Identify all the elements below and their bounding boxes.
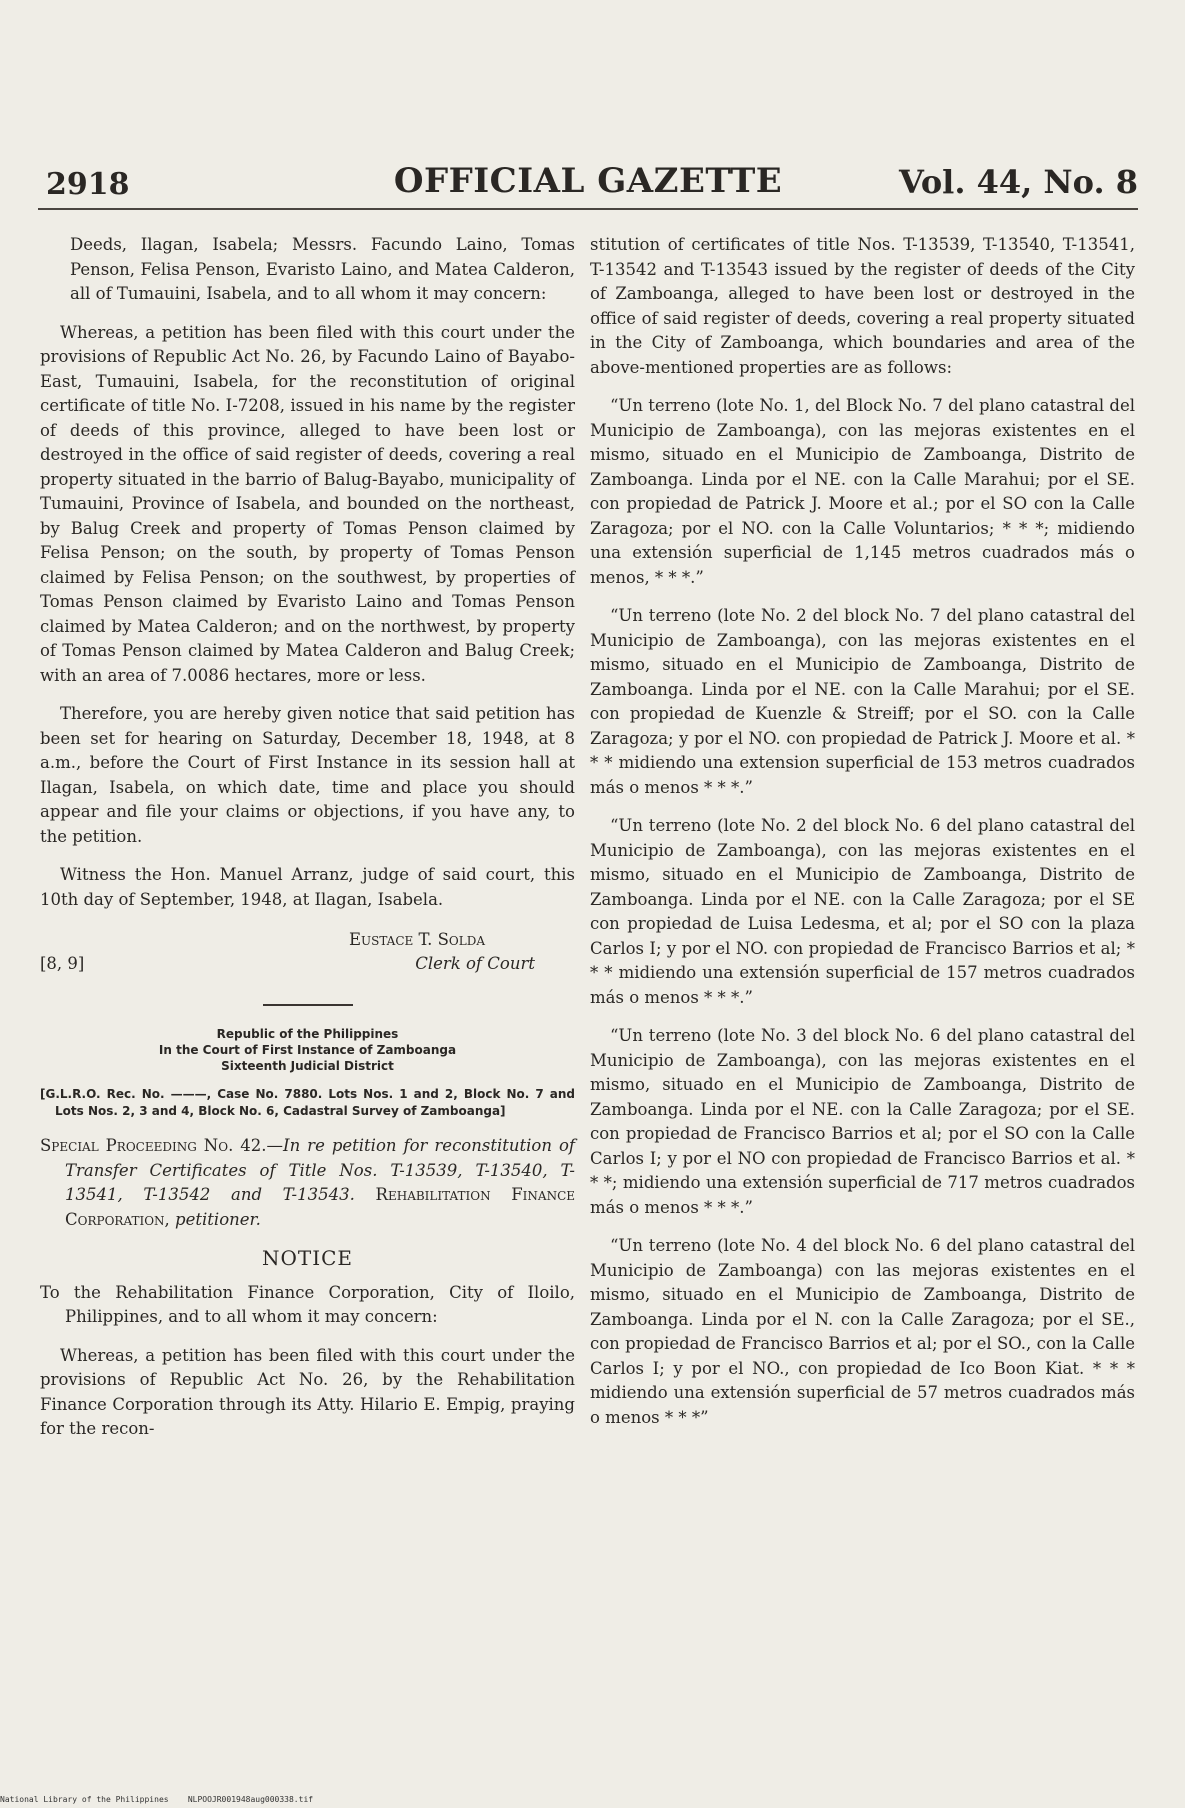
whereas-paragraph: Whereas, a petition has been filed with this court under the provisions of Republic Act No. 26, by Facundo Laino of Bayabo-East, Tumauini, Isabela, for the reconstitution of original certificate of title No. I-7208, issued in his name by the register of deeds of this province, alleged to have been lost or destroyed in the office of said register of deeds, covering a real property situated in the barrio of Balug-Bayabo, municipality of Tumauini, Province of Isabela, and bounded on the northeast, by Balug Creek and property of Tomas Penson claimed by Felisa Penson; on the south, by property of Tomas Penson claimed by Felisa Penson; on the southwest, by properties of Tomas Penson claimed by Evaristo Laino and Tomas Penson claimed by Matea Calderon; and on the northwest, by property of Tomas Penson claimed by Matea Calderon and Balug Creek; with an area of 7.0086 hectares, more or less.	[40, 322, 575, 685]
intro-address: Deeds, Ilagan, Isabela; Messrs. Facundo Laino, Tomas Penson, Felisa Penson, Evaristo Laino, and Matea Calderon, all of Tumauini, Isabela, and to all whom it may concern:	[70, 235, 575, 303]
glro-record: [G.L.R.O. Rec. No. ———, Case No. 7880. Lots Nos. 1 and 2, Block No. 7 and Lots Nos. 2, 3 and 4, Block No. 6, Cadastral Survey of Zamboanga]	[40, 1087, 575, 1118]
header-rule	[38, 208, 1138, 210]
publication-title: OFFICIAL GAZETTE	[393, 161, 783, 201]
addressee: To the Rehabilitation Finance Corporation, City of Iloilo, Philippines, and to all whom it may concern:	[40, 1282, 575, 1326]
issue-reference: [8, 9]	[40, 954, 85, 973]
scan-footer	[0, 1795, 313, 1804]
signature-block	[40, 928, 575, 980]
right-column	[590, 233, 1135, 1430]
volume-issue: Vol. 44, No. 8	[898, 163, 1138, 201]
court-line-3: Sixteenth Judicial District	[221, 1059, 394, 1073]
lot-description-2: “Un terreno (lote No. 2 del block No. 7 del plano catastral del Municipio de Zamboanga), con las mejoras existentes en el mismo, situado en el Municipio de Zamboanga, Distrito de Zamboanga. Linda por el NE. con la Calle Marahui; por el SE. con propiedad de Kuenzle & Streiff; por el SO. con la Calle Zaragoza; y por el NO. con propiedad de Patrick J. Moore et al. * * * midiendo una extension superficial de 153 metros cuadrados más o menos * * *.”	[590, 606, 1135, 797]
left-column	[40, 233, 575, 1442]
special-proceeding	[40, 1134, 575, 1232]
lot-description-4: “Un terreno (lote No. 3 del block No. 6 del plano catastral del Municipio de Zamboanga), con las mejoras existentes en el mismo, situado en el Municipio de Zamboanga, Distrito de Zamboanga. Linda por el NE. con la Calle Zaragoza; por el SE. con propiedad de Francisco Barrios et al; por el SO con la Calle Carlos I; y por el NO con propiedad de Francisco Barrios et al. * * *; midiendo una extensión superficial de 717 metros cuadrados más o menos * * *.”	[590, 1026, 1135, 1217]
footer-file: NLPOOJR001948aug000338.tif	[187, 1795, 314, 1804]
signer-title: Clerk of Court	[415, 954, 535, 973]
court-line-2: In the Court of First Instance of Zamboanga	[158, 1043, 457, 1057]
special-proceeding-label: Special Proceeding No. 42.—	[40, 1136, 284, 1155]
whereas-paragraph-2: Whereas, a petition has been filed with this court under the provisions of Republic Act No. 26, by the Rehabilitation Finance Corporation through its Atty. Hilario E. Empig, praying for the recon-	[40, 1345, 575, 1438]
court-line-1: Republic of the Philippines	[216, 1027, 399, 1041]
signer-name: Eustace T. Solda	[348, 930, 485, 949]
therefore-paragraph: Therefore, you are hereby given notice that said petition has been set for hearing on Saturday, December 18, 1948, at 8 a.m., before the Court of First Instance in its session hall at Ilagan, Isabela, on which date, time and place you should appear and file your claims or objections, if you have any, to the petition.	[40, 704, 575, 846]
petitioner-name: Rehabilitation Finance Corporation,	[65, 1185, 576, 1229]
lot-description-5: “Un terreno (lote No. 4 del block No. 6 del plano catastral del Municipio de Zamboanga) con las mejoras existentes en el mismo, situado en el Municipio de Zamboanga, Distrito de Zamboanga. Linda por el N. con la Calle Zaragoza; por el SE., con propiedad de Francisco Barrios et al; por el SO., con la Calle Carlos I; y por el NO., con propiedad de Ico Boon Kiat. * * * midiendo una extensión superficial de 57 metros cuadrados más o menos * * *”	[590, 1236, 1135, 1427]
page-header	[38, 157, 1138, 207]
lot-description-3: “Un terreno (lote No. 2 del block No. 6 del plano catastral del Municipio de Zamboanga), con las mejoras existentes en el mismo, situado en el Municipio de Zamboanga, Distrito de Zamboanga. Linda por el NE. con la Calle Zaragoza; por el SE con propiedad de Luisa Ledesma, et al; por el SO con la plaza Carlos I; y por el NO. con propiedad de Francisco Barrios et al; * * * midiendo una extensión superficial de 157 metros cuadrados más o menos * * *.”	[590, 816, 1135, 1007]
continuation-paragraph: stitution of certificates of title Nos. T-13539, T-13540, T-13541, T-13542 and T-13543 issued by the register of deeds of the City of Zamboanga, alleged to have been lost or destroyed in the office of said register of deeds, covering a real property situated in the City of Zamboanga, which boundaries and area of the above-mentioned properties are as follows:	[590, 235, 1135, 377]
special-proceeding-title: In re petition for reconstitution of Transfer Certificates of Title Nos. T-13539, T-13540, T-13541, T-13542 and T-13543.	[65, 1136, 575, 1204]
section-divider	[263, 1004, 353, 1006]
court-heading	[40, 1026, 575, 1074]
notice-heading: NOTICE	[261, 1246, 354, 1270]
witness-paragraph: Witness the Hon. Manuel Arranz, judge of said court, this 10th day of September, 1948, at Ilagan, Isabela.	[40, 865, 575, 909]
lot-description-1: “Un terreno (lote No. 1, del Block No. 7 del plano catastral del Municipio de Zamboanga), con las mejoras existentes en el mismo, situado en el Municipio de Zamboanga, Distrito de Zamboanga. Linda por el NE. con la Calle Marahui; por el SE. con propiedad de Patrick J. Moore et al.; por el SO con la Calle Zaragoza; por el NO. con la Calle Voluntarios; * * *; midiendo una extensión superficial de 1,145 metros cuadrados más o menos, * * *.”	[590, 396, 1135, 587]
page-number: 2918	[46, 167, 130, 202]
petitioner-role: petitioner.	[175, 1209, 261, 1229]
footer-source: National Library of the Philippines	[0, 1795, 169, 1804]
